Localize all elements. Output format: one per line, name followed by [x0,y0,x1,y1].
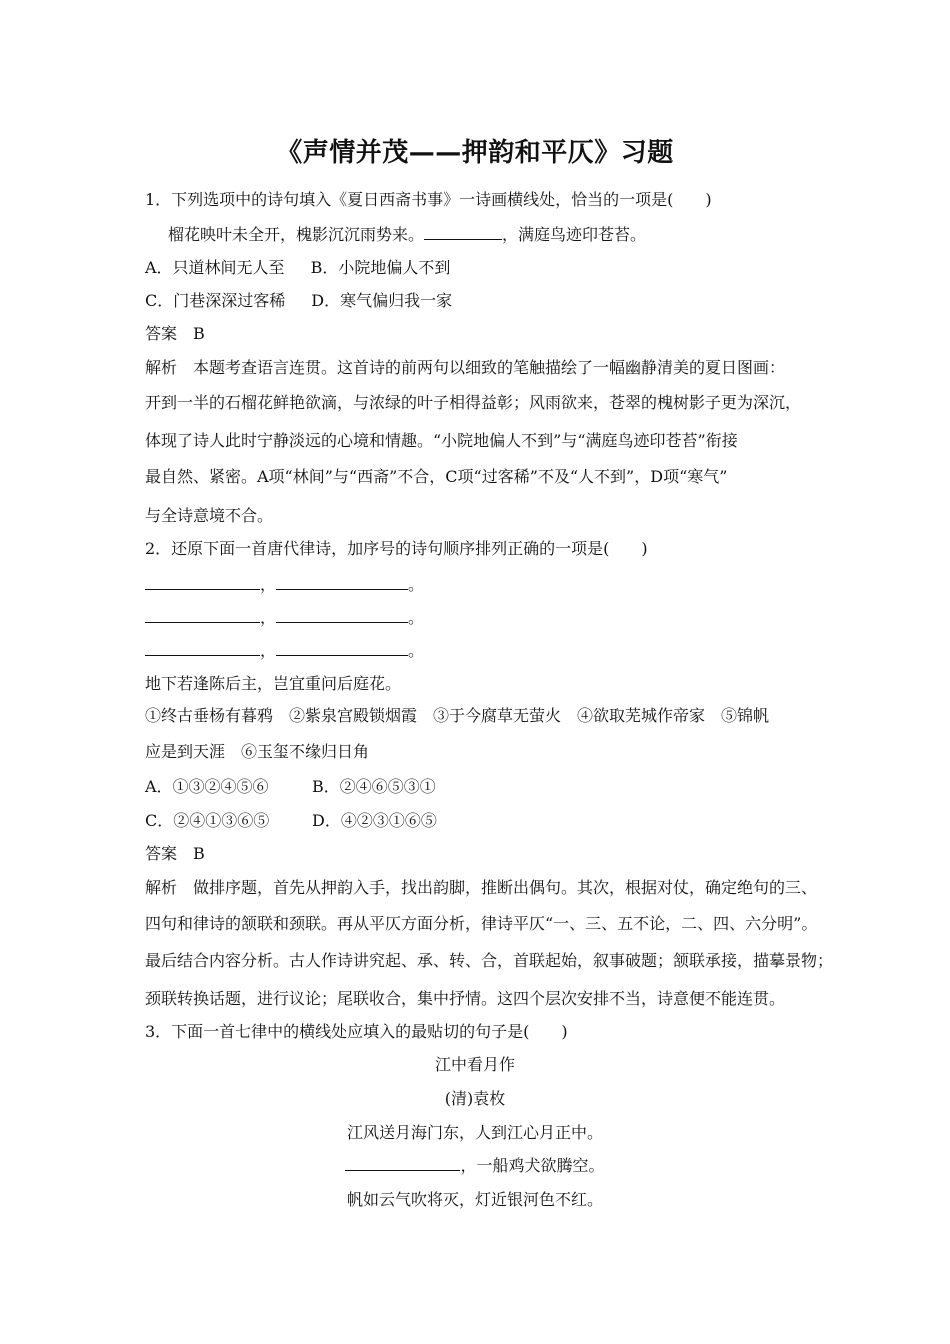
page-title: 《声情并茂——押韵和平仄》习题 [276,138,674,168]
q1-poem-first: 榴花映叶未全开，槐影沉沉雨势来。 [168,225,425,244]
q2-analysis-line: 最后结合内容分析。古人作诗讲究起、承、转、合，首联起始，叙事破题；颔联承接，描摹景物； [145,951,834,970]
q3-author: (清)袁枚 [444,1089,506,1108]
q3-poem-line: 江风送月海门东，人到江心月正中。 [346,1123,603,1142]
q2-blank [145,575,260,590]
q2-blank [276,575,408,590]
q2-option-b: B．②④⑥⑤③① [312,777,436,796]
q2-answer: 答案 B [145,844,205,863]
q1-answer: 答案 B [145,324,205,343]
q2-items: 应是到天涯 ⑥玉玺不缘归日角 [145,742,370,761]
q2-analysis-line: 解析 做排序题，首先从押韵入手，找出韵脚，推断出偶句。其次，根据对仗，确定绝句的三、 [145,878,818,897]
q3-poem-line: 帆如云气吹将灭，灯近银河色不红。 [346,1190,603,1209]
q1-option-b: B．小院地偏人不到 [310,258,451,277]
q1-option-d: D．寒气偏归我一家 [311,291,453,310]
q2-option-d: D．④②③①⑥⑤ [312,811,437,830]
q2-blank-row: ， 。 [145,640,424,662]
q1-analysis-line: 最自然、紧密。A项“林间”与“西斋”不合，C项“过客稀”不及“人不到”，D项“寒气” [145,467,728,486]
q2-blank-row: ， 。 [145,607,424,629]
q1-option-c: C．门巷深深过客稀 [145,291,286,310]
q1-poem [168,224,646,246]
q2-blank [145,641,260,656]
q2-option-c: C．②④①③⑥⑤ [145,811,270,830]
q1-analysis-line: 解析 本题考查语言连贯。这首诗的前两句以细致的笔触描绘了一幅幽静清美的夏日图画： [145,358,786,377]
q2-blank [276,608,408,623]
q3-poem-title: 江中看月作 [434,1055,515,1074]
q3-poem-line-blank: ，一船鸡犬欲腾空。 [0,1155,950,1177]
q1-analysis-line: 开到一半的石榴花鲜艳欲滴，与浓绿的叶子相得益彰；风雨欲来，苍翠的槐树影子更为深沉， [145,393,802,412]
q2-last-line: 地下若逢陈后主，岂宜重问后庭花。 [145,674,402,693]
q2-items: ①终古垂杨有暮鸦 ②紫泉宫殿锁烟霞 ③于今腐草无萤火 ④欲取芜城作帝家 ⑤锦帆 [145,706,770,725]
q1-options-ab [145,257,450,279]
q2-analysis-line: 颈联转换话题，进行议论；尾联收合，集中抒情。这四个层次安排不当，诗意便不能连贯。 [145,989,786,1008]
q1-option-a: A．只道林间无人至 [145,258,285,277]
q3-stem: 3．下面一首七律中的横线处应填入的最贴切的句子是( ) [145,1022,568,1041]
q1-analysis-line: 与全诗意境不合。 [145,506,274,525]
q1-stem: 1．下列选项中的诗句填入《夏日西斋书事》一诗画横线处，恰当的一项是( ) [145,190,712,209]
q1-poem-blank [424,225,502,240]
q3-blank [345,1156,460,1171]
q2-options-ab [145,776,436,798]
q1-analysis-line: 体现了诗人此时宁静淡远的心境和情趣。“小院地偏人不到”与“满庭鸟迹印苍苔”衔接 [145,431,738,450]
q1-poem-second: ，满庭鸟迹印苍苔。 [502,225,647,244]
q2-blank [276,641,408,656]
q2-analysis-line: 四句和律诗的颔联和颈联。再从平仄方面分析，律诗平仄“一、三、五不论，二、四、六分明”。 [145,914,818,933]
q2-option-a: A．①③②④⑤⑥ [145,777,269,796]
q2-blank-row: ， 。 [145,574,424,596]
q1-options-cd [145,290,452,312]
q2-stem: 2．还原下面一首唐代律诗，加序号的诗句顺序排列正确的一项是( ) [145,539,648,558]
q2-blank [145,608,260,623]
q2-options-cd [145,810,437,832]
